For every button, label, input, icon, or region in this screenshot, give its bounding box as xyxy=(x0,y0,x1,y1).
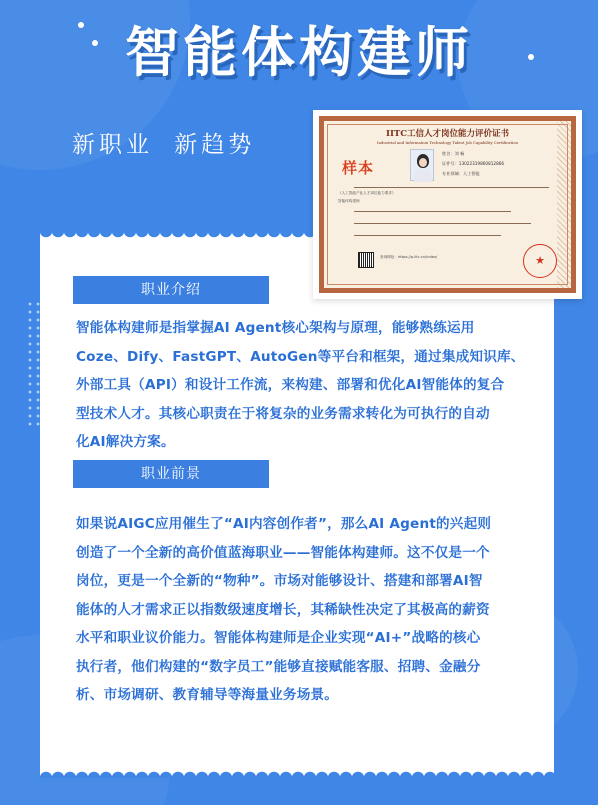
certificate-seal: ★ xyxy=(523,244,557,278)
page-subtitle: 新职业 新趋势 xyxy=(72,132,256,158)
certificate-field: 专业领域：人工智能 xyxy=(442,171,480,176)
qr-code xyxy=(358,252,374,268)
certificate-photo xyxy=(410,149,434,181)
section-heading-prospects: 职业前景 xyxy=(73,460,269,488)
text-line: 岗位，更是一个全新的“物种”。市场对能够设计、搭建和部署AI智 xyxy=(76,573,483,589)
certificate-field: 证件号：13022319860812866 xyxy=(442,161,505,166)
certificate-footer: 查询网址：https://p.iitc.cn/index/ xyxy=(380,255,438,259)
text-line: 化AI解决方案。 xyxy=(76,434,175,450)
certificate-job: 智能体构建师 xyxy=(338,199,360,203)
section-body-introduction xyxy=(76,314,546,457)
text-line: 外部工具（API）和设计工作流，来构建、部署和优化AI智能体的复合 xyxy=(76,377,505,393)
text-line: Coze、Dify、FastGPT、AutoGen等平台和框架，通过集成知识库、 xyxy=(76,348,525,365)
text-line: 如果说AIGC应用催生了“AI内容创作者”，那么AI Agent的兴起则 xyxy=(76,516,492,532)
certificate-subtitle: Industrial and Information Technology Talent Job Capability Certification xyxy=(377,140,518,145)
section-heading-introduction: 职业介绍 xyxy=(73,276,269,304)
text-line: 型技术人才。其核心职责在于将复杂的业务需求转化为可执行的自动 xyxy=(76,405,490,422)
sample-stamp: 样本 xyxy=(342,159,375,177)
certificate-field: 姓名：刘 畅 xyxy=(442,151,465,156)
text-line: 执行者，他们构建的“数字员工”能够直接赋能客服、招聘、金融分 xyxy=(76,658,481,675)
certificate-title: IITC工信人才岗位能力评价证书 xyxy=(385,129,510,139)
certificate-image xyxy=(313,110,582,299)
page-title: 智能体构建师 xyxy=(125,21,473,84)
certificate xyxy=(319,116,576,293)
card-bottom-edge xyxy=(40,766,554,778)
text-line: 创造了一个全新的高价值蓝海职业——智能体构建师。这不仅是一个 xyxy=(76,544,490,561)
text-line: 能体的人才需求正以指数级速度增长，其稀缺性决定了其极高的薪资 xyxy=(76,601,490,618)
text-line: 水平和职业议价能力。智能体构建师是企业实现“AI+”战略的核心 xyxy=(76,630,481,646)
text-line: 析、市场调研、教育辅导等海量业务场景。 xyxy=(76,687,339,703)
section-body-prospects xyxy=(76,510,546,710)
certificate-standard: 《人工智能产业人才岗位能力要求》 xyxy=(338,191,396,195)
text-line: 智能体构建师是指掌握AI Agent核心架构与原理，能够熟练运用 xyxy=(76,320,475,336)
